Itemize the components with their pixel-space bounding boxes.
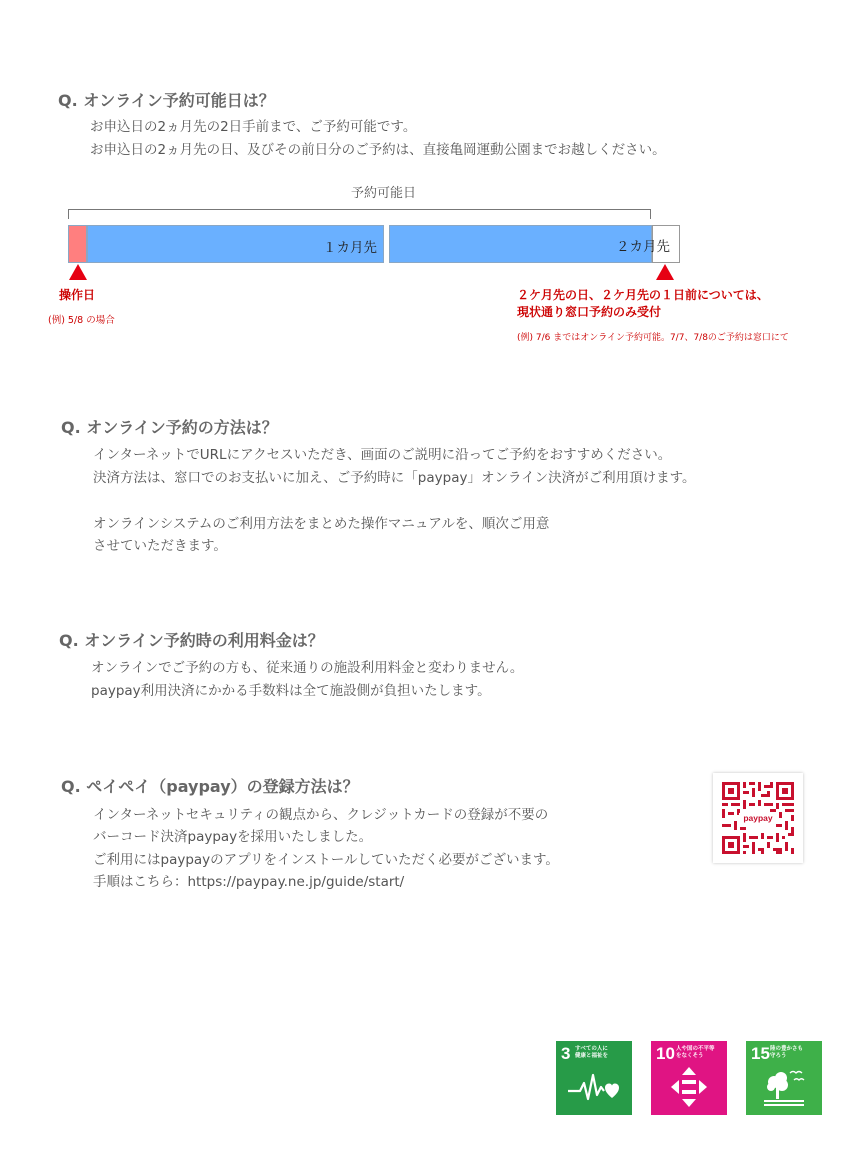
q4-line-1: インターネットセキュリティの観点から、クレジットカードの登録が不要の	[93, 807, 549, 823]
heartbeat-icon	[566, 1069, 624, 1107]
sdg-10-text	[676, 1046, 715, 1060]
operation-day-example: (例) 5/8 の場合	[48, 315, 115, 326]
range-label: 予約可能日	[351, 186, 417, 201]
q3-title: Q. オンライン予約時の利用料金は？	[59, 631, 324, 650]
operation-day-bar	[68, 225, 87, 263]
two-month-bar	[389, 225, 652, 263]
sdg-3-text-line-1: すべての人に	[575, 1046, 608, 1052]
one-month-bar	[87, 225, 384, 263]
operation-day-label: 操作日	[59, 288, 96, 302]
q1-line-2: お申込日の2ヵ月先の日、及びその前日分のご予約は、直接亀岡運動公園までお越しください。	[90, 142, 666, 158]
q3-line-2: paypay利用決済にかかる手数料は全て施設側が負担いたします。	[91, 683, 491, 699]
window-note-line-2: 現状通り窓口予約のみ受付	[517, 305, 662, 319]
two-month-label: ２カ月先	[616, 239, 670, 255]
sdg-15-text	[770, 1046, 803, 1060]
operation-day-marker-icon	[69, 264, 87, 280]
sdg-goal-3-badge	[556, 1041, 632, 1115]
q4-line-4: 手順はこちら：https://paypay.ne.jp/guide/start/	[93, 874, 405, 890]
reservation-period-diagram	[0, 0, 852, 360]
window-note-line-1: ２ケ月先の日、２ケ月先の１日前については、	[517, 288, 769, 302]
q4-line-2: バーコード決済paypayを採用いたしました。	[93, 829, 373, 845]
sdg-3-number: 3	[561, 1044, 571, 1063]
sdg-3-text-line-2: 健康と福祉を	[575, 1053, 609, 1059]
sdg-3-text	[575, 1046, 608, 1060]
sdg-10-text-line-2: をなくそう	[676, 1053, 704, 1059]
q3-line-1: オンラインでご予約の方も、従来通りの施設利用料金と変わりません。	[91, 660, 524, 676]
q4-title: Q. ペイペイ（paypay）の登録方法は？	[61, 777, 359, 796]
tree-birds-icon	[760, 1065, 810, 1109]
sdg-10-number: 10	[656, 1044, 675, 1063]
q1-title: Q. オンライン予約可能日は？	[58, 91, 275, 110]
q1-line-1: お申込日の2ヵ月先の2日手前まで、ご予約可能です。	[90, 119, 417, 135]
qr-paypay-label: paypay	[743, 813, 773, 823]
q2-line-2: 決済方法は、窓口でのお支払いに加え、ご予約時に「paypay」オンライン決済がご利用頂けます。	[93, 470, 696, 486]
q4-line-3: ご利用にはpaypayのアプリをインストールしていただく必要がございます。	[93, 852, 559, 868]
sdg-15-text-line-2: 守ろう	[770, 1053, 787, 1059]
equality-arrows-icon	[669, 1065, 709, 1109]
two-month-marker-icon	[656, 264, 674, 280]
paypay-qr-code[interactable]	[713, 773, 803, 863]
sdg-10-text-line-1: 人や国の不平等	[676, 1046, 715, 1052]
one-month-label: １カ月先	[323, 240, 377, 256]
sdg-15-text-line-1: 陸の豊かさも	[770, 1046, 804, 1052]
window-note-example: (例) 7/6 まではオンライン予約可能。7/7、7/8のご予約は窓口にて	[517, 333, 789, 343]
sdg-15-number: 15	[751, 1044, 770, 1063]
sdg-goal-15-badge	[746, 1041, 822, 1115]
q2-line-1: インターネットでURLにアクセスいただき、画面のご説明に沿ってご予約をおすすめください。	[93, 447, 672, 463]
sdg-goal-10-badge	[651, 1041, 727, 1115]
q2-line-4: オンラインシステムのご利用方法をまとめた操作マニュアルを、順次ご用意	[93, 516, 550, 532]
q2-title: Q. オンライン予約の方法は？	[61, 418, 278, 437]
q2-line-5: させていただきます。	[93, 538, 227, 554]
range-bracket	[68, 209, 651, 219]
